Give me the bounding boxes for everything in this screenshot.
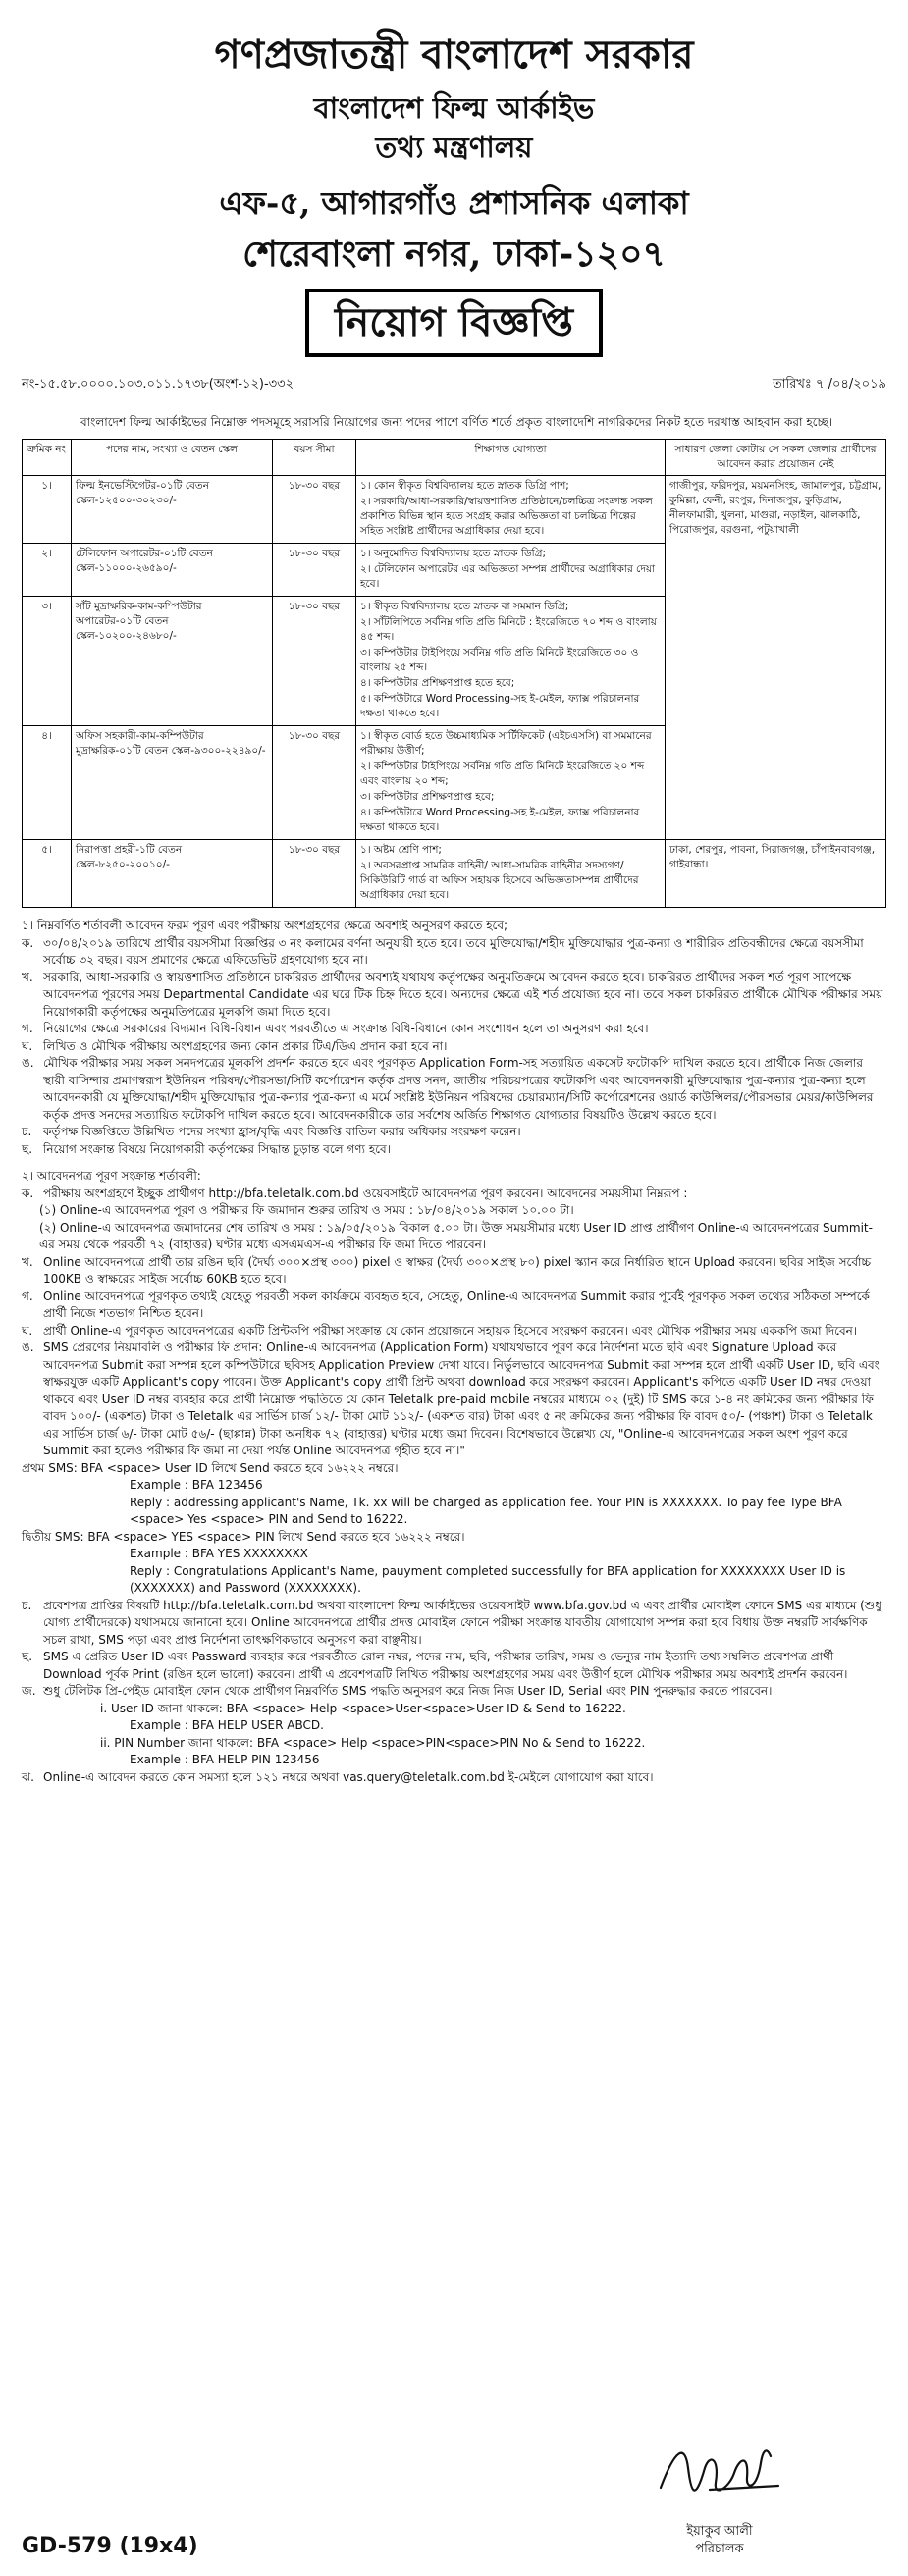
footer [22,2392,886,2558]
cell-post: ফিল্ম ইনভেস্টিগেটর-০১টি বেতন স্কেল-১২৫০০-৩০২৩০/- [72,476,273,544]
application-label: ছ. [22,1650,33,1663]
cell-serial: ৫। [23,840,72,908]
col-header-qualification: শিক্ষাগত যোগ্যতা [356,440,666,476]
col-header-post: পদের নাম, সংখ্যা ও বেতন স্কেল [72,440,273,476]
application-item [22,1254,886,1288]
organization-name: বাংলাদেশ ফিল্ম আর্কাইভ [313,91,595,125]
cell-age: ১৮-৩০ বছর [273,726,356,840]
conditions-title: ১। নিম্নবর্ণিত শর্তাবলী আবেদন ফরম পূরণ এবং পরীক্ষায় অংশগ্রহণের ক্ষেত্রে অবশ্যই অনুসরণ করতে হবে; [22,919,508,932]
cell-districts: ঢাকা, শেরপুর, পাবনা, সিরাজগঞ্জ, চাঁপাইনবাবগঞ্জ, গাইবান্ধা। [666,840,886,908]
notice-title: নিয়োগ বিজ্ঞপ্তি [305,289,603,357]
address-line-1: এফ-৫, আগারগাঁও প্রশাসনিক এলাকা [219,184,689,222]
condition-text: নিয়োগের ক্ষেত্রে সরকারের বিদ্যমান বিধি-বিধান এবং পরবর্তীতে এ সংক্রান্ত বিধি-বিধানে কোন সংশোধন হলে তা অনুসরণ করা হবে। [43,1022,649,1035]
table-row [23,476,886,544]
qualification-item: ৪। কম্পিউটার প্রশিক্ষণপ্রাপ্ত হতে হবে; [360,677,515,689]
cell-districts: গাজীপুর, ফরিদপুর, ময়মনসিংহ, জামালপুর, চট্টগ্রাম, কুমিল্লা, ফেনী, রংপুর, দিনাজপুর, কুড়িগ্রাম, নীলফামারী, খুলনা, মাগুরা, নড়াইল, ঝালকাঠি, পিরোজপুর, বরগুনা, পটুয়াখালী [666,476,886,840]
condition-label: চ. [22,1125,32,1138]
application-text: SMS প্রেরণের নিয়মাবলি ও পরীক্ষার ফি প্রদান: Online-এ আবেদনপত্র (Application Form) যথাযথভাবে পূরণ করে নির্দেশনা মতে ছবি এবং Signature Upload করে আবেদনপত্র Submit করা সম্পন্ন হলে কম্পিউটারে ছবিসহ Application Preview দেখা যাবে। নির্ভুলভাবে আবেদনপত্র Submit করা সম্পন্ন হলে প্রার্থী একটি User ID, ছবি এবং স্বাক্ষরযুক্ত একটি Applicant's copy পাবেন। উক্ত Applicant's copy প্রার্থী প্রিন্ট অথবা download করে সংরক্ষণ করবেন। Applicant's কপিতে একটি User ID নম্বর দেওয়া থাকবে এবং User ID নম্বর ব্যবহার করে প্রার্থী নিম্নোক্ত পদ্ধতিতে যে কোন Teletalk pre-paid mobile নম্বরের মাধ্যমে ০২ (দুই) টি SMS করে ১-৪ নং ক্রমিকের জন্য পরীক্ষার ফি বাবদ ১০০/- (একশত) টাকা ও Teletalk এর সার্ভিস চার্জ ১২/- টাকা মোট ১১২/- (একশত বার) টাকা এবং ৫ নং ক্রমিকের জন্য পরীক্ষার ফি বাবদ ৫০/- (পঞ্চাশ) টাকা ও Teletalk এর সার্ভিস চার্জ ৬/- টাকা মোট ৫৬/- (ছাপ্পান্ন) টাকা অনধিক ৭২ (বাহাত্তর) ঘণ্টার মধ্যে জমা দিবেন। বিশেষভাবে উল্লেখ্য যে, "Online-এ আবেদনপত্রের সকল অংশ পূরণ করে Summit করা হলেও পরীক্ষার ফি জমা না দেয়া পর্যন্ত Online আবেদনপত্র গৃহীত হবে না।" [43,1341,880,1457]
title-banner-wrap [22,289,886,357]
condition-text: কর্তৃপক্ষ বিজ্ঞপ্তিতে উল্লিখিত পদের সংখ্যা হ্রাস/বৃদ্ধি এবং বিজ্ঞপ্তি বাতিল করার অধিকার সংরক্ষণ করেন। [43,1125,521,1138]
condition-text: নিয়োগ সংক্রান্ত বিষয়ে নিয়োগকারী কর্তৃপক্ষের সিদ্ধান্ত চূড়ান্ত বলে গণ্য হবে। [43,1141,391,1156]
memo-line [22,375,886,395]
application-text: Online আবেদনপত্রে পূরণকৃত তথ্যই যেহেতু পরবর্তী সকল কার্যক্রমে ব্যবহৃত হবে, সেহেতু, Online-এ আবেদনপত্র Summit করার পূর্বেই পূরণকৃত সকল তথ্যের সঠিকতা সম্পর্কে প্রার্থী নিজে শতভাগ নিশ্চিত হবেন। [43,1288,870,1320]
application-text: পরীক্ষায় অংশগ্রহণে ইচ্ছুক প্রার্থীগণ http://bfa.teletalk.com.bd ওয়েবসাইটে আবেদনপত্র পূরণ করবেন। আবেদনের সময়সীমা নিম্নরূপ : [43,1185,688,1200]
sms-first-example: Example : BFA 123456 [130,1478,263,1492]
application-section [22,1168,886,1786]
cell-qualification [356,476,666,544]
col-header-age: বয়স সীমা [273,440,356,476]
application-item [22,1683,886,1701]
memo-date: তারিখঃ ৭ /০৪/২০১৯ [772,377,886,392]
qualification-item: ২। অবসরপ্রাপ্ত সামরিক বাহিনী/ আধা-সামরিক বাহিনীর সদস্যগণ/ সিকিউরিটি গার্ড বা অফিস সহায়ক হিসেবে অভিজ্ঞতাসম্পন্ন প্রার্থীদের অগ্রাধিকার দেয়া হবে। [360,860,639,901]
sms-second: দ্বিতীয় SMS: BFA <space> YES <space> PIN লিখে Send করতে হবে ১৬২২২ নম্বরে। [22,1529,465,1544]
condition-item [22,970,886,1022]
cell-qualification [356,597,666,726]
qualification-item: ২। কম্পিউটার টাইপিংয়ে সর্বনিম্ন গতি প্রতি মিনিটে ইংরেজিতে ২০ শব্দ এবং বাংলায় ২০ শব্দ; [360,761,645,787]
schedule-item: (১) Online-এ আবেদনপত্র পূরণ ও পরীক্ষার ফি জমাদান শুরুর তারিখ ও সময় : ১৮/০৪/২০১৯ সকাল ১০.০০ টা। [39,1203,574,1217]
application-item [22,1769,886,1787]
application-label: ক. [22,1185,34,1200]
intro-text: বাংলাদেশ ফিল্ম আর্কাইভের নিম্নোক্ত পদসমূহে সরাসরি নিয়োগের জন্য পদের পাশে বর্ণিত শর্তে প্রকৃত বাংলাদেশি নাগরিকদের নিকট হতে দরখাস্ত আহবান করা হচ্ছে। [80,415,833,429]
cell-qualification [356,544,666,597]
qualification-item: ৪। কম্পিউটারে Word Processing-সহ ই-মেইল, ফ্যাক্স পরিচালনার দক্ষতা থাকতে হবে। [360,807,640,833]
cell-post: টেলিফোন অপারেটর-০১টি বেতন স্কেল-১১০০০-২৬৫৯০/- [72,544,273,597]
condition-item [22,1124,886,1141]
col-header-serial: ক্রমিক নং [23,440,72,476]
conditions-section [22,918,886,1158]
qualification-item: ৫। কম্পিউটারে Word Processing-সহ ই-মেইল, ফ্যাক্স পরিচালনার দক্ষতা থাকতে হবে। [360,693,640,719]
qualification-item: ১। অষ্টম শ্রেণি পাশ; [360,844,442,856]
cell-age: ১৮-৩০ বছর [273,544,356,597]
qualification-item: ১। স্বীকৃত বোর্ড হতে উচ্চমাধ্যমিক সার্টিফিকেট (এইচএসসি) বা সমমানের পরীক্ষায় উত্তীর্ণ; [360,730,652,757]
condition-item [22,1055,886,1124]
table-row [23,840,886,908]
condition-text: মৌখিক পরীক্ষার সময় সকল সনদপত্রের মূলকপি প্রদর্শন করতে হবে এবং পূরণকৃত Application Form-সহ সত্যায়িত একসেট ফটোকপি দাখিল করতে হবে। প্রার্থীকে নিজ জেলার স্থায়ী বাসিন্দার প্রমাণস্বরূপ ইউনিয়ন পরিষদ/পৌরসভা/সিটি কর্পোরেশন কর্তৃক প্রদত্ত সনদ, জাতীয় পরিচয়পত্রের ফটোকপি এবং আবেদনকারী মুক্তিযোদ্ধার পুত্র-কন্যার পুত্র-কন্যা হলে আবেদনকারী যে মুক্তিযোদ্ধা/শহীদ মুক্তিযোদ্ধার পুত্র-কন্যার পুত্র-কন্যা এ মর্মে সংশ্লিষ্ট ইউনিয়ন পরিষদের চেয়ারম্যান/সিটি কর্পোরেশনের ওয়ার্ড কাউন্সিলর/পৌরসভার মেয়র/কাউন্সিলর কর্তৃক প্রদত্ত সনদের সত্যায়িত ফটোকপি দাখিল করতে হবে। আবেদনকারীকে তার সর্বশেষ অর্জিত শিক্ষাগত যোগ্যতার বিষয়টিও উল্লেখ করতে হবে। [43,1056,874,1122]
condition-label: ক. [22,935,34,950]
condition-text: ৩০/০৪/২০১৯ তারিখে প্রার্থীর বয়সসীমা বিজ্ঞপ্তির ৩ নং কলামের বর্ণনা অনুযায়ী হতে হবে। তবে মুক্তিযোদ্ধা/শহীদ মুক্তিযোদ্ধার পুত্র-কন্যা ও শারীরিক প্রতিবন্ধীদের ক্ষেত্রে বয়সসীমা সর্বোচ্চ ৩২ বছর। বয়স প্রমাণের ক্ষেত্রে এফিডেভিট গ্রহণযোগ্য হবে না। [43,935,864,967]
condition-item [22,1141,886,1159]
cell-age: ১৮-৩০ বছর [273,840,356,908]
memo-number: নং-১৫.৫৮.০০০০.১০৩.০১১.১৭৩৮(অংশ-১২)-৩৩২ [22,377,294,392]
cell-post: অফিস সহকারী-কাম-কম্পিউটার মুদ্রাক্ষরিক-০১টি বেতন স্কেল-৯৩০০-২২৪৯০/- [72,726,273,840]
signatory-name: ইয়াকুব আলী [686,2524,753,2539]
cell-qualification [356,726,666,840]
table-header-row [23,440,886,476]
col-header-districts: সাধারণ জেলা কোটায় সে সকল জেলার প্রার্থীদের আবেদন করার প্রয়োজন নেই [666,440,886,476]
signature-block [621,2429,818,2558]
application-label: চ. [22,1598,32,1612]
application-text: প্রার্থী Online-এ পূরণকৃত আবেদনপত্রের একটি প্রিন্টকপি পরীক্ষা সংক্রান্ত যে কোন প্রয়োজনে সহায়ক হিসেবে সংরক্ষণ করবেন। এবং মৌখিক পরীক্ষার সময় এককপি জমা দিবেন। [43,1323,858,1338]
signatory-designation: পরিচালক [695,2542,744,2556]
sms-second-example: Example : BFA YES XXXXXXXX [130,1547,308,1560]
application-text: SMS এ প্রেরিত User ID এবং Passward ব্যবহার করে পরবর্তীতে রোল নম্বর, পদের নাম, ছবি, পরীক্ষার তারিখ, সময় ও ভেন্যুর নাম ইত্যাদি তথ্য সম্বলিত প্রবেশপত্র প্রার্থী Download পূর্বক Print (রঙিন হলে ভালো) করবেন। প্রার্থী এ প্রবেশপত্রটি লিখিত পরীক্ষায় অংশগ্রহণের সময় এবং উত্তীর্ণ হলে মৌখিক পরীক্ষার সময় অবশ্যই প্রদর্শন করবেন। [43,1650,848,1681]
recover-pin-example: Example : BFA HELP PIN 123456 [130,1753,320,1766]
application-item [22,1649,886,1683]
cell-post: নিরাপত্তা প্রহরী-১টি বেতন স্কেল-৮২৫০-২০০১০/- [72,840,273,908]
application-label: খ. [22,1254,33,1269]
qualification-item: ৩। কম্পিউটার প্রশিক্ষণপ্রাপ্ত হবে; [360,791,495,803]
cell-serial: ৩। [23,597,72,726]
cell-serial: ৪। [23,726,72,840]
qualification-item: ১। কোন স্বীকৃত বিশ্ববিদ্যালয় হতে স্নাতক ডিগ্রি পাশ; [360,480,569,492]
condition-label: ঙ. [22,1056,34,1070]
condition-label: ছ. [22,1141,33,1156]
application-title: ২। আবেদনপত্র পূরণ সংক্রান্ত শর্তাবলী: [22,1169,201,1183]
qualification-item: ২। সরকারি/আধা-সরকারি/স্বায়ত্তশাসিত প্রতিষ্ঠানে/চলচ্চিত্র সংক্রান্ত সকল প্রকাশিত বিভিন্ন স্থান হতে সংগ্রহ করার অভিজ্ঞতা বা চলচ্চিত্র শিল্পের সহিত সংশ্লিষ্ট প্রার্থীদের অগ্রাধিকার দেয়া হবে। [360,496,653,537]
application-text: Online-এ আবেদন করতে কোন সমস্যা হলে ১২১ নম্বরে অথবা vas.query@teletalk.com.bd ই-মেইলে যোগাযোগ করা যাবে। [43,1769,654,1784]
application-text: প্রবেশপত্র প্রাপ্তির বিষয়টি http://bfa.teletalk.com.bd অথবা বাংলাদেশ ফিল্ম আর্কাইভের ওয়েবসাইট www.bfa.gov.bd এ এবং প্রার্থীর মোবাইল ফোনে SMS এর মাধ্যমে (শুধু যোগ্য প্রার্থীদেরকে) যথাসময়ে জানানো হবে। Online আবেদনপত্রে প্রার্থীর প্রদত্ত মোবাইল ফোনে পরীক্ষা সংক্রান্ত যাবতীয় যোগাযোগ সম্পন্ন করা হবে বিধায় উক্ত নম্বরটি সার্বক্ষণিক সচল রাখা, SMS পড়া এবং প্রাপ্ত নির্দেশনা তাৎক্ষণিকভাবে অনুসরণ করা বাঞ্ছনীয়। [43,1598,881,1647]
application-item [22,1323,886,1341]
cell-serial: ১। [23,476,72,544]
condition-item [22,1021,886,1038]
cell-qualification [356,840,666,908]
qualification-item: ১। অনুমোদিত বিশ্ববিদ্যালয় হতে স্নাতক ডিগ্রি; [360,548,547,559]
condition-label: গ. [22,1022,33,1035]
condition-label: খ. [22,970,33,984]
qualification-item: ৩। কম্পিউটার টাইপিংয়ে সর্বনিম্ন গতি প্রতি মিনিটে ইংরেজিতে ৩০ ও বাংলায় ২৫ শব্দ। [360,647,639,673]
condition-item [22,935,886,970]
posts-table [22,439,886,908]
application-label: ঝ. [22,1769,34,1784]
recover-user-id-example: Example : BFA HELP USER ABCD. [130,1718,324,1732]
application-text: Online আবেদনপত্রে প্রার্থী তার রঙিন ছবি (দৈর্ঘ্য ৩০০×প্রস্থ ৩০০) pixel ও স্বাক্ষর (দৈর্ঘ্য ৩০০×প্রস্থ ৮০) pixel স্ক্যান করে নির্ধারিত স্থানে Upload করবেন। ছবির সাইজ সর্বোচ্চ 100KB ও স্বাক্ষরের সাইজ সর্বোচ্চ 60KB হতে হবে। [43,1254,872,1286]
recover-pin: ii. PIN Number জানা থাকলে: BFA <space> Help <space>PIN<space>PIN No & Send to 16222. [100,1735,646,1750]
application-item [22,1340,886,1460]
condition-text: লিখিত ও মৌখিক পরীক্ষায় অংশগ্রহণের জন্য কোন প্রকার টিএ/ডিএ প্রদান করা হবে না। [43,1038,448,1053]
gd-code: GD-579 (19x4) [22,2534,198,2558]
qualification-item: ১। স্বীকৃত বিশ্ববিদ্যালয় হতে স্নাতক বা সমমান ডিগ্রি; [360,601,569,612]
application-item [22,1598,886,1650]
condition-text: সরকারি, আধা-সরকারি ও স্বায়ত্তশাসিত প্রতিষ্ঠানে চাকরিরত প্রার্থীদের অবশ্যই যথাযথ কর্তৃপক্ষের অনুমতিক্রমে আবেদন করতে হবে। চাকরিরত প্রার্থীদের সকল শর্ত পূরণ সাপেক্ষে আবেদনপত্র পূরণের সময় Departmental Candidate এর ঘরে টিক চিহ্ন দিতে হবে। অন্যদের ক্ষেত্রে এই শর্ত প্রযোজ্য হবে না। তবে সকল চাকরিরত প্রার্থীকে মৌখিক পরীক্ষার সময় নিয়োগকারী কর্তৃপক্ষের অনুমতিপত্রের মূলকপি জমা দিতে হবে। [43,970,883,1019]
condition-item [22,1038,886,1056]
schedule-item: (২) Online-এ আবেদনপত্র জমাদানের শেষ তারিখ ও সময় : ১৯/০৫/২০১৯ বিকাল ৫.০০ টা। উক্ত সময়সীমার মধ্যে User ID প্রাপ্ত প্রার্থীগণ Online-এ আবেদনপত্রের Summit-এর সময় থেকে পরবর্তী ৭২ (বাহাত্তর) ঘণ্টার মধ্যে এসএমএস-এ পরীক্ষার ফি জমা দিতে পারবেন। [39,1220,873,1251]
sms-first-reply: Reply : addressing applicant's Name, Tk. xx will be charged as application fee. Your PIN is XXXXXXX. To pay fee Type BFA <space> Yes <space> PIN and Send to 16222. [130,1495,842,1526]
cell-post: সাঁট মুদ্রাক্ষরিক-কাম-কম্পিউটার অপারেটর-০১টি বেতন স্কেল-১০২০০-২৪৬৮০/- [72,597,273,726]
condition-label: ঘ. [22,1038,33,1053]
sms-second-reply: Reply : Congratulations Applicant's Name, pauyment completed successfully for BFA application for XXXXXXXX User ID is (XXXXXXX) and Password (XXXXXXXX). [130,1563,846,1595]
application-text: শুধু টেলিটক প্রি-পেইড মোবাইল ফোন থেকে প্রার্থীগণ নিম্নবর্ণিত SMS পদ্ধতি অনুসরণ করে নিজ নিজ User ID, Serial এবং PIN পুনরুদ্ধার করতে পারবেন। [43,1684,773,1698]
qualification-item: ২। টেলিফোন অপারেটর এর অভিজ্ঞতা সম্পন্ন প্রার্থীদের অগ্রাধিকার দেয়া হবে। [360,563,656,590]
application-label: ঘ. [22,1323,33,1338]
application-item [22,1288,886,1323]
sms-first: প্রথম SMS: BFA <space> User ID লিখে Send করতে হবে ১৬২২২ নম্বরে। [22,1460,399,1475]
qualification-item: ২। সাঁটলিপিতে সর্বনিম্ন গতি প্রতি মিনিটে : ইংরেজিতে ৭০ শব্দ ও বাংলায় ৪৫ শব্দ। [360,616,657,643]
cell-age: ১৮-৩০ বছর [273,476,356,544]
signature-mark [651,2429,788,2517]
application-item [22,1185,886,1203]
ministry-name: তথ্য মন্ত্রণালয় [375,131,533,164]
application-label: গ. [22,1288,33,1303]
cell-serial: ২। [23,544,72,597]
application-label: জ. [22,1684,36,1698]
address-line-2: শেরেবাংলা নগর, ঢাকা-১২০৭ [242,234,666,275]
recover-user-id: i. User ID জানা থাকলে: BFA <space> Help <space>User<space>User ID & Send to 16222. [100,1701,626,1715]
application-label: ঙ. [22,1341,34,1354]
government-title: গণপ্রজাতন্ত্রী বাংলাদেশ সরকার [214,31,694,78]
cell-age: ১৮-৩০ বছর [273,597,356,726]
